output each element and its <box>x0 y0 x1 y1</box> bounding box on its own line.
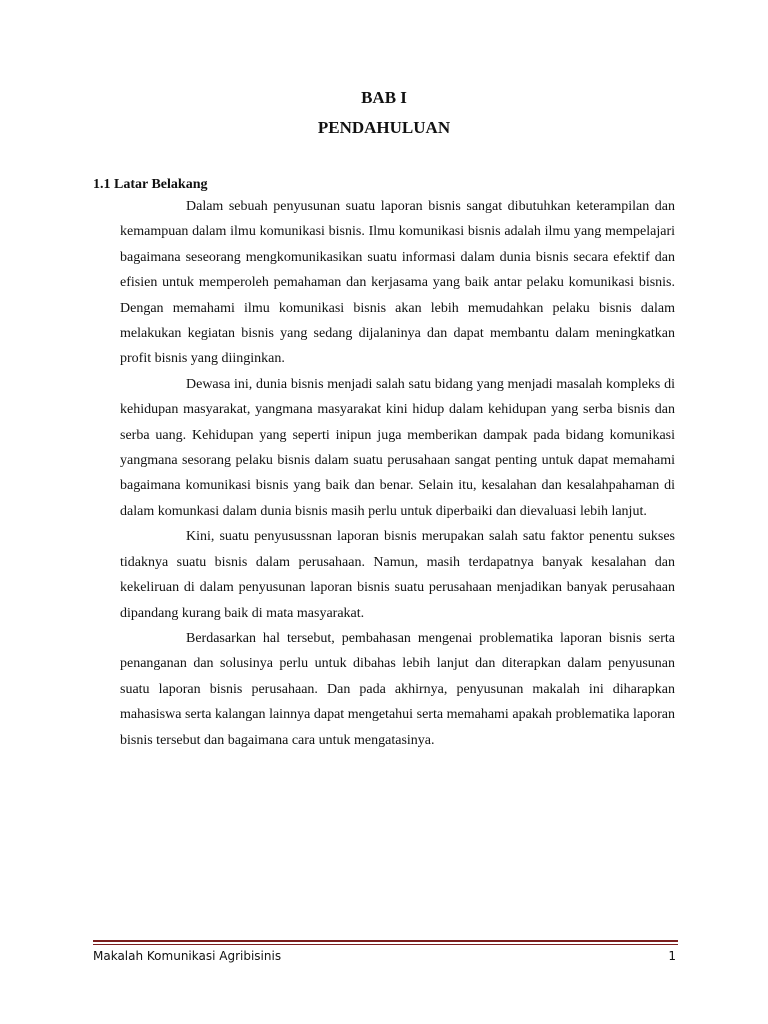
paragraph: Dalam sebuah penyusunan suatu laporan bisnis sangat dibutuhkan keterampilan dan kemampuan dalam ilmu komunikasi bisnis. Ilmu komunikasi bisnis adalah ilmu yang mempelajari bagaimana seseorang mengkomunikasikan suatu informasi dalam dunia bisnis secara efektif dan efisien untuk memperoleh pemahaman dan kerjasama yang baik antar pelaku komunikasi bisnis. Dengan memahami ilmu komunikasi bisnis akan lebih memudahkan pelaku bisnis dalam melakukan kegiatan bisnis yang sedang dijalaninya dan dapat membantu dalam meningkatkan profit bisnis yang diinginkan. <box>120 199 675 367</box>
chapter-title: PENDAHULUAN <box>317 118 451 137</box>
paragraph: Kini, suatu penyusussnan laporan bisnis merupakan salah satu faktor penentu sukses tidaknya suatu bisnis dalam perusahaan. Namun, masih terdapatnya banyak kesalahan dan kekeliruan di dalam penyusunan laporan bisnis suatu perusahaan menjadikan banyak perusahaan dipandang kurang baik di mata masyarakat. <box>120 529 675 621</box>
page-number: 1 <box>668 949 676 963</box>
paragraph: Berdasarkan hal tersebut, pembahasan mengenai problematika laporan bisnis serta penanganan dan solusinya perlu untuk dibahas lebih lanjut dan diterapkan dalam penyusunan suatu laporan bisnis perusahaan. Dan pada akhirnya, penyusunan makalah ini diharapkan mahasiswa serta kalangan lainnya dapat mengetahui serta memahami apakah problematika laporan bisnis tersebut dan bagaimana cara untuk mengatasinya. <box>120 630 675 748</box>
paragraph: Dewasa ini, dunia bisnis menjadi salah satu bidang yang menjadi masalah kompleks di kehidupan masyarakat, yangmana masyarakat kini hidup dalam kehidupan yang serba bisnis dan serba uang. Kehidupan yang seperti inipun juga memberikan dampak pada bidang komunikasi yangmana sesorang pelaku bisnis dalam suatu perusahaan sangat penting untuk dapat memahami bagaimana komunikasi bisnis yang baik dan benar. Selain itu, kesalahan dan kesalahpahaman di dalam komunkasi dalam dunia bisnis masih perlu untuk diperbaiki dan dievaluasi lebih lanjut. <box>120 376 675 519</box>
section-body <box>120 194 675 753</box>
section-heading: 1.1 Latar Belakang <box>93 177 208 192</box>
footer-title: Makalah Komunikasi Agribisinis <box>93 949 282 963</box>
footer-rule <box>93 940 678 945</box>
chapter-number: BAB I <box>361 88 407 107</box>
